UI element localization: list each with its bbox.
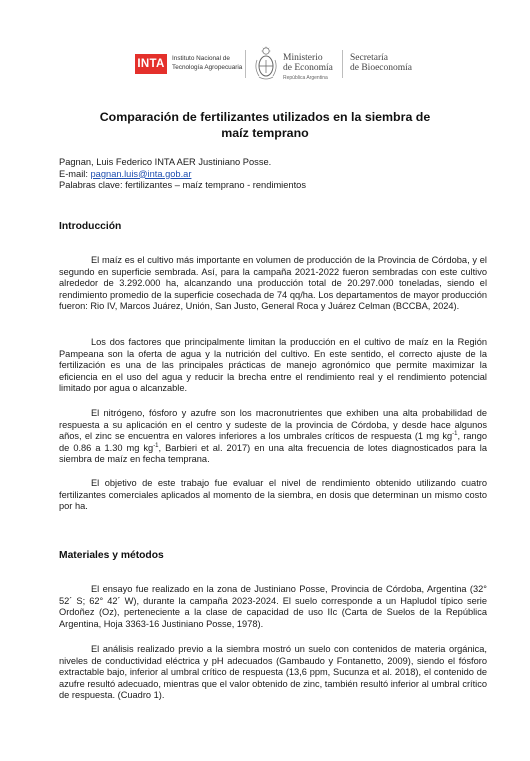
section-heading-introduction: Introducción xyxy=(59,221,122,232)
email-link[interactable]: pagnan.luis@inta.gob.ar xyxy=(90,168,192,179)
ministry-sub: República Argentina xyxy=(283,75,328,81)
affiliation: INTA AER Justiniano Posse. xyxy=(152,157,272,167)
secretary-line2: de Bioeconomía xyxy=(350,62,412,73)
document-title: Comparación de fertilizantes utilizados en la siembra de maíz temprano xyxy=(99,110,431,140)
inta-logo: INTA xyxy=(135,54,167,74)
intro-p3-text-a: El nitrógeno, fósforo y azufre son los macronutrientes que exhiben una alta probabilidad de respuesta a su aplicación en el centro y sudeste de la provincia de Córdoba, y desde hace algunos años, el zinc se encuentra en valores inferiores a los umbrales críticos de respuesta (1 mg kg xyxy=(59,408,487,442)
secretary-name xyxy=(350,54,412,73)
email-line xyxy=(59,169,479,181)
email-label: E-mail: xyxy=(59,168,91,179)
keywords: Palabras clave: fertilizantes – maíz temprano - rendimientos xyxy=(59,180,306,190)
methods-paragraph-1: El ensayo fue realizado en la zona de Justiniano Posse, Provincia de Córdoba, Argentina (32° 52´ S; 62° 42´ W), durante la campaña 2023-2024. El suelo corresponde a un Hapludol típico serie Ordoñez (Oz), perteneciente a la clase de capacidad de uso IIc (Carta de Suelos de la República Argentina, Hoja 3363-16 Justiniano Posse, 1978). xyxy=(59,584,487,629)
superscript: -1 xyxy=(452,431,458,438)
inta-name-line1: Instituto Nacional de xyxy=(172,55,230,62)
secretary-line1: Secretaría xyxy=(350,53,388,63)
intro-p3-text-c: , Barbieri et al. 2017) en una alta frecuencia de lotes diagnosticados para la siembra de maíz en fecha temprana. xyxy=(59,442,487,465)
header-divider xyxy=(342,50,343,78)
argentina-coat-of-arms-icon xyxy=(253,46,279,82)
page-header xyxy=(0,38,530,88)
intro-paragraph-3 xyxy=(59,408,487,466)
superscript: -1 xyxy=(153,442,159,449)
intro-paragraph-1: El maíz es el cultivo más importante en volumen de producción de la Provincia de Córdoba, y el segundo en superficie sembrada. Así, para la campaña 2021-2022 fueron sembradas con este cultivo alrededor de 3.292.000 ha, alcanzando una producción total de 20.297.000 toneladas, siendo el rendimiento promedio de la superficie cosechada de 74 qq/ha. Los departamentos de mayor producción fueron: Rio IV, Marcos Juárez, Unión, San Justo, General Roca y Juárez Celman (BCCBA, 2024). xyxy=(59,255,487,312)
section-heading-methods: Materiales y métodos xyxy=(59,550,164,561)
inta-name xyxy=(172,55,242,72)
ministry-name xyxy=(283,54,333,84)
inta-name-line2: Tecnología Agropecuaria xyxy=(172,63,243,71)
intro-paragraph-4: El objetivo de este trabajo fue evaluar el nivel de rendimiento obtenido utilizando cuatro fertilizantes comerciales aplicados al momento de la siembra, en dosis que determinan un mismo costo por ha. xyxy=(59,478,487,512)
methods-paragraph-2: El análisis realizado previo a la siembra mostró un suelo con contenidos de materia orgánica, niveles de conductividad eléctrica y pH adecuados (Gambaudo y Fontanetto, 2009), siendo el fósforo extractable bajo, inferior al umbral crítico de respuesta (13,6 ppm, Sucunza et al. 2018), el contenido de azufre resultó adecuado, mientras que el valor obtenido de zinc, también resultó inferior al umbral crítico de respuesta. (Cuadro 1). xyxy=(59,644,487,701)
intro-p3-text-b: , rango de 0.86 a 1.30 mg kg xyxy=(59,431,487,453)
ministry-line1: Ministerio xyxy=(283,53,323,63)
intro-paragraph-2: Los dos factores que principalmente limitan la producción en el cultivo de maíz en la Región Pampeana son la oferta de agua y la nutrición del cultivo. En este sentido, el correcto ajuste de la fertilización es una de las principales prácticas de manejo agronómico que permite maximizar la eficiencia en el uso del agua y reducir la brecha entre el rendimiento real y el rendimiento potencial limitado por agua o alcanzable. xyxy=(59,337,487,394)
author-line xyxy=(59,157,479,169)
authors: Pagnan, Luis Federico xyxy=(59,157,153,167)
header-divider xyxy=(245,50,246,78)
ministry-line2: de Economía xyxy=(283,62,333,73)
author-block xyxy=(59,157,479,192)
